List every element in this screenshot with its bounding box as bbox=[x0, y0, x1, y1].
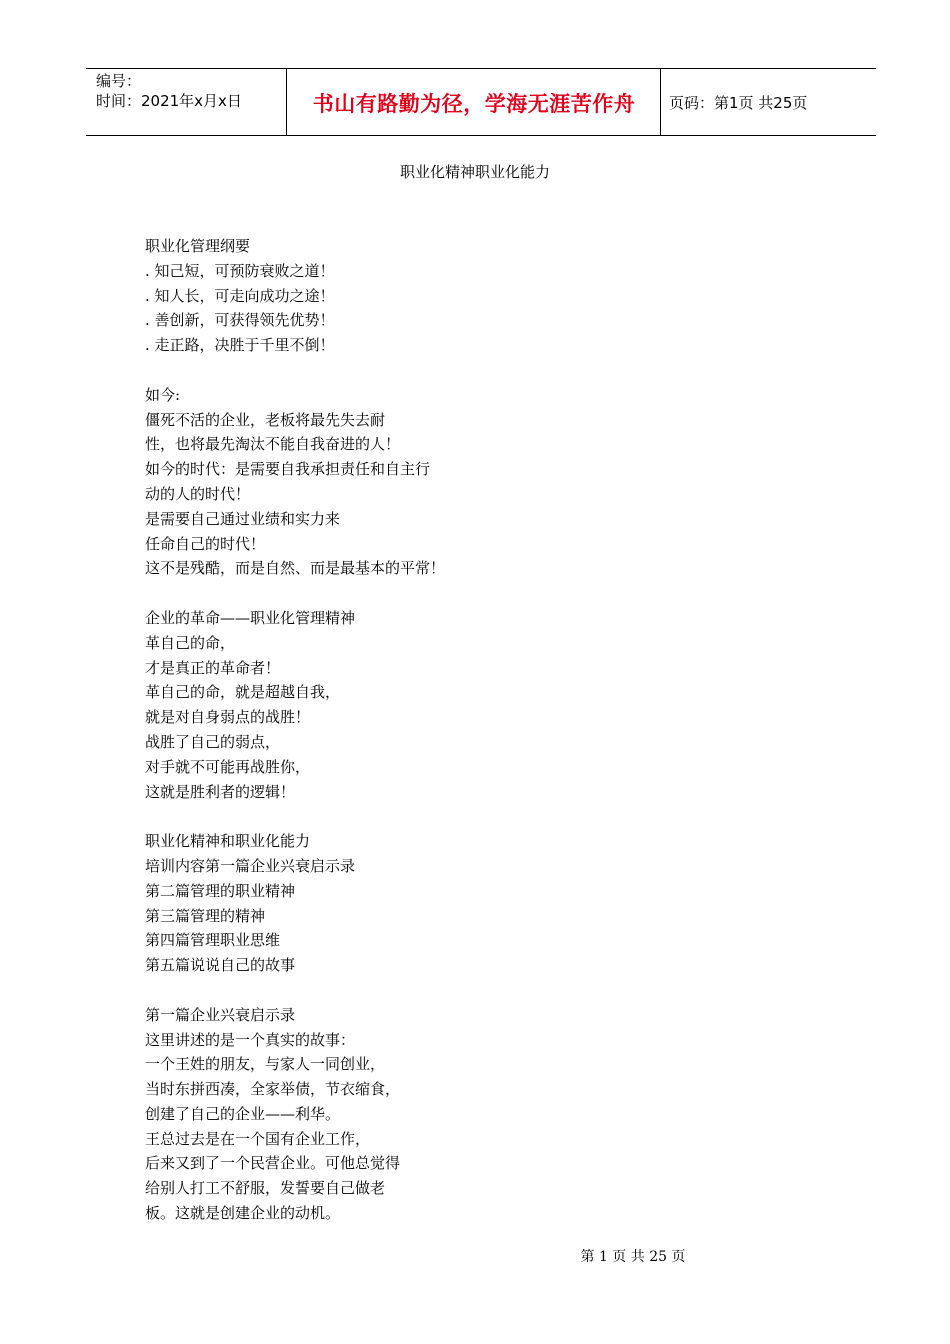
page-header bbox=[86, 68, 876, 136]
body-text-line: 当时东拼西凑，全家举债，节衣缩食， bbox=[145, 1080, 401, 1099]
page-footer: 第 1 页 共 25 页 bbox=[580, 1249, 686, 1265]
document-body bbox=[145, 234, 845, 1226]
body-text-line: 革自己的命，就是超越自我， bbox=[145, 683, 341, 702]
body-text-line: 企业的革命——职业化管理精神 bbox=[145, 608, 356, 627]
body-text-line: 这就是胜利者的逻辑！ bbox=[145, 782, 296, 801]
body-text-line: 给别人打工不舒服，发誓要自己做老 bbox=[145, 1179, 386, 1198]
header-motto: 书山有路勤为径，学海无涯苦作舟 bbox=[312, 91, 636, 116]
body-text-line: 第一篇企业兴衰启示录 bbox=[145, 1005, 296, 1024]
body-text-line: 培训内容第一篇企业兴衰启示录 bbox=[145, 856, 356, 875]
body-text-line: . 知人长，可走向成功之途！ bbox=[145, 286, 335, 305]
document-date-label: 时间：2021年x月x日 bbox=[96, 92, 242, 110]
body-text-line: 任命自己的时代！ bbox=[145, 534, 266, 553]
body-text-line: 职业化管理纲要 bbox=[145, 237, 251, 255]
body-text-line: 动的人的时代！ bbox=[145, 484, 251, 503]
body-text-line: 后来又到了一个民营企业。可他总觉得 bbox=[145, 1154, 401, 1173]
body-text-line: 革自己的命， bbox=[145, 633, 236, 652]
document-number-label: 编号： bbox=[96, 72, 142, 90]
body-text-line: 创建了自己的企业——利华。 bbox=[145, 1104, 341, 1123]
document-title: 职业化精神职业化能力 bbox=[399, 163, 550, 181]
body-text-line: 第四篇管理职业思维 bbox=[145, 931, 281, 950]
body-text-line: 僵死不活的企业，老板将最先失去耐 bbox=[145, 410, 386, 429]
header-divider bbox=[660, 69, 661, 136]
body-text-line: 对手就不可能再战胜你， bbox=[145, 757, 311, 776]
body-text-line: 是需要自己通过业绩和实力来 bbox=[145, 509, 341, 528]
header-page-info: 页码：第1页 共25页 bbox=[669, 94, 808, 112]
body-text-line: 这里讲述的是一个真实的故事： bbox=[145, 1030, 356, 1049]
body-text-line: 如今的时代：是需要自我承担责任和自主行 bbox=[145, 460, 431, 479]
body-text-line: 战胜了自己的弱点， bbox=[145, 732, 281, 751]
body-text-line: 就是对自身弱点的战胜！ bbox=[145, 708, 311, 727]
body-text-line: 王总过去是在一个国有企业工作， bbox=[145, 1129, 371, 1148]
body-text-line: . 走正路，决胜于千里不倒！ bbox=[145, 336, 335, 355]
blank-line bbox=[145, 804, 845, 829]
body-text-line: . 知己短，可预防衰败之道！ bbox=[145, 261, 335, 280]
body-text-line: 如今: bbox=[145, 385, 181, 404]
body-text-line: 板。这就是创建企业的动机。 bbox=[145, 1204, 341, 1223]
body-text-line: 第三篇管理的精神 bbox=[145, 906, 266, 925]
header-divider bbox=[286, 69, 287, 136]
body-text-line: 这不是残酷，而是自然、而是最基本的平常！ bbox=[145, 559, 446, 578]
body-text-line: 才是真正的革命者！ bbox=[145, 658, 281, 677]
body-text-line: 性，也将最先淘汰不能自我奋进的人！ bbox=[145, 435, 401, 454]
body-text-line: 第二篇管理的职业精神 bbox=[145, 881, 296, 900]
body-text-line: 职业化精神和职业化能力 bbox=[145, 832, 311, 851]
body-text-line: 第五篇说说自己的故事 bbox=[145, 956, 296, 975]
body-text-line: . 善创新，可获得领先优势！ bbox=[145, 311, 335, 330]
header-meta bbox=[96, 71, 286, 111]
blank-line bbox=[145, 358, 845, 383]
blank-line bbox=[145, 978, 845, 1003]
blank-line bbox=[145, 581, 845, 606]
body-text-line: 一个王姓的朋友，与家人一同创业， bbox=[145, 1055, 386, 1074]
